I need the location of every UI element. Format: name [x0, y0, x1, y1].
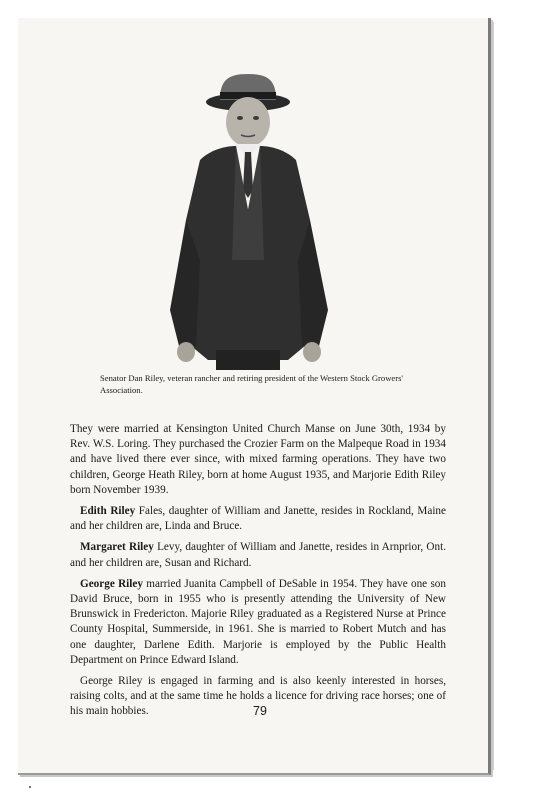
paragraph: Margaret Riley Levy, daughter of William and Janette, resides in Arnprior, Ont. and her children are, Susan and Richard. [70, 541, 446, 569]
person-name: George Riley [80, 577, 143, 590]
body-text [70, 422, 446, 726]
paragraph: George Riley is engaged in farming and is also keenly interested in horses, raising colts, and at the same time he holds a licence for driving race horses; one of his main hobbies. [70, 675, 446, 718]
paragraph: George Riley married Juanita Campbell of DeSable in 1954. They have one son David Bruce, born in 1955 who is presently attending the University of New Brunswick in Fredericton. Majorie Riley graduated as a Registered Nurse at Prince County Hospital, Summerside, in 1961. She is married to Robert Mutch and has one daughter, Darlene Edith. Marjorie is employed by the Public Health Department on Prince Edward Island. [70, 577, 446, 666]
page-number: 79 [253, 704, 267, 718]
paragraph: Edith Riley Fales, daughter of William and Janette, resides in Rockland, Maine and her children are, Linda and Bruce. [70, 505, 446, 533]
portrait-photo [140, 60, 360, 370]
scan-speck [29, 786, 31, 788]
person-name: Edith Riley [80, 505, 136, 518]
paragraph: They were married at Kensington United Church Manse on June 30th, 1934 by Rev. W.S. Loring. They purchased the Crozier Farm on the Malpeque Road in 1934 and have lived there ever since, with mixed farming operations. They have two children, George Heath Riley, born at home August 1935, and Marjorie Edith Riley born November 1939. [70, 423, 446, 496]
photo-caption: Senator Dan Riley, veteran rancher and retiring president of the Western Stock Growers' Association. [100, 373, 403, 395]
person-name: Margaret Riley [80, 541, 154, 554]
